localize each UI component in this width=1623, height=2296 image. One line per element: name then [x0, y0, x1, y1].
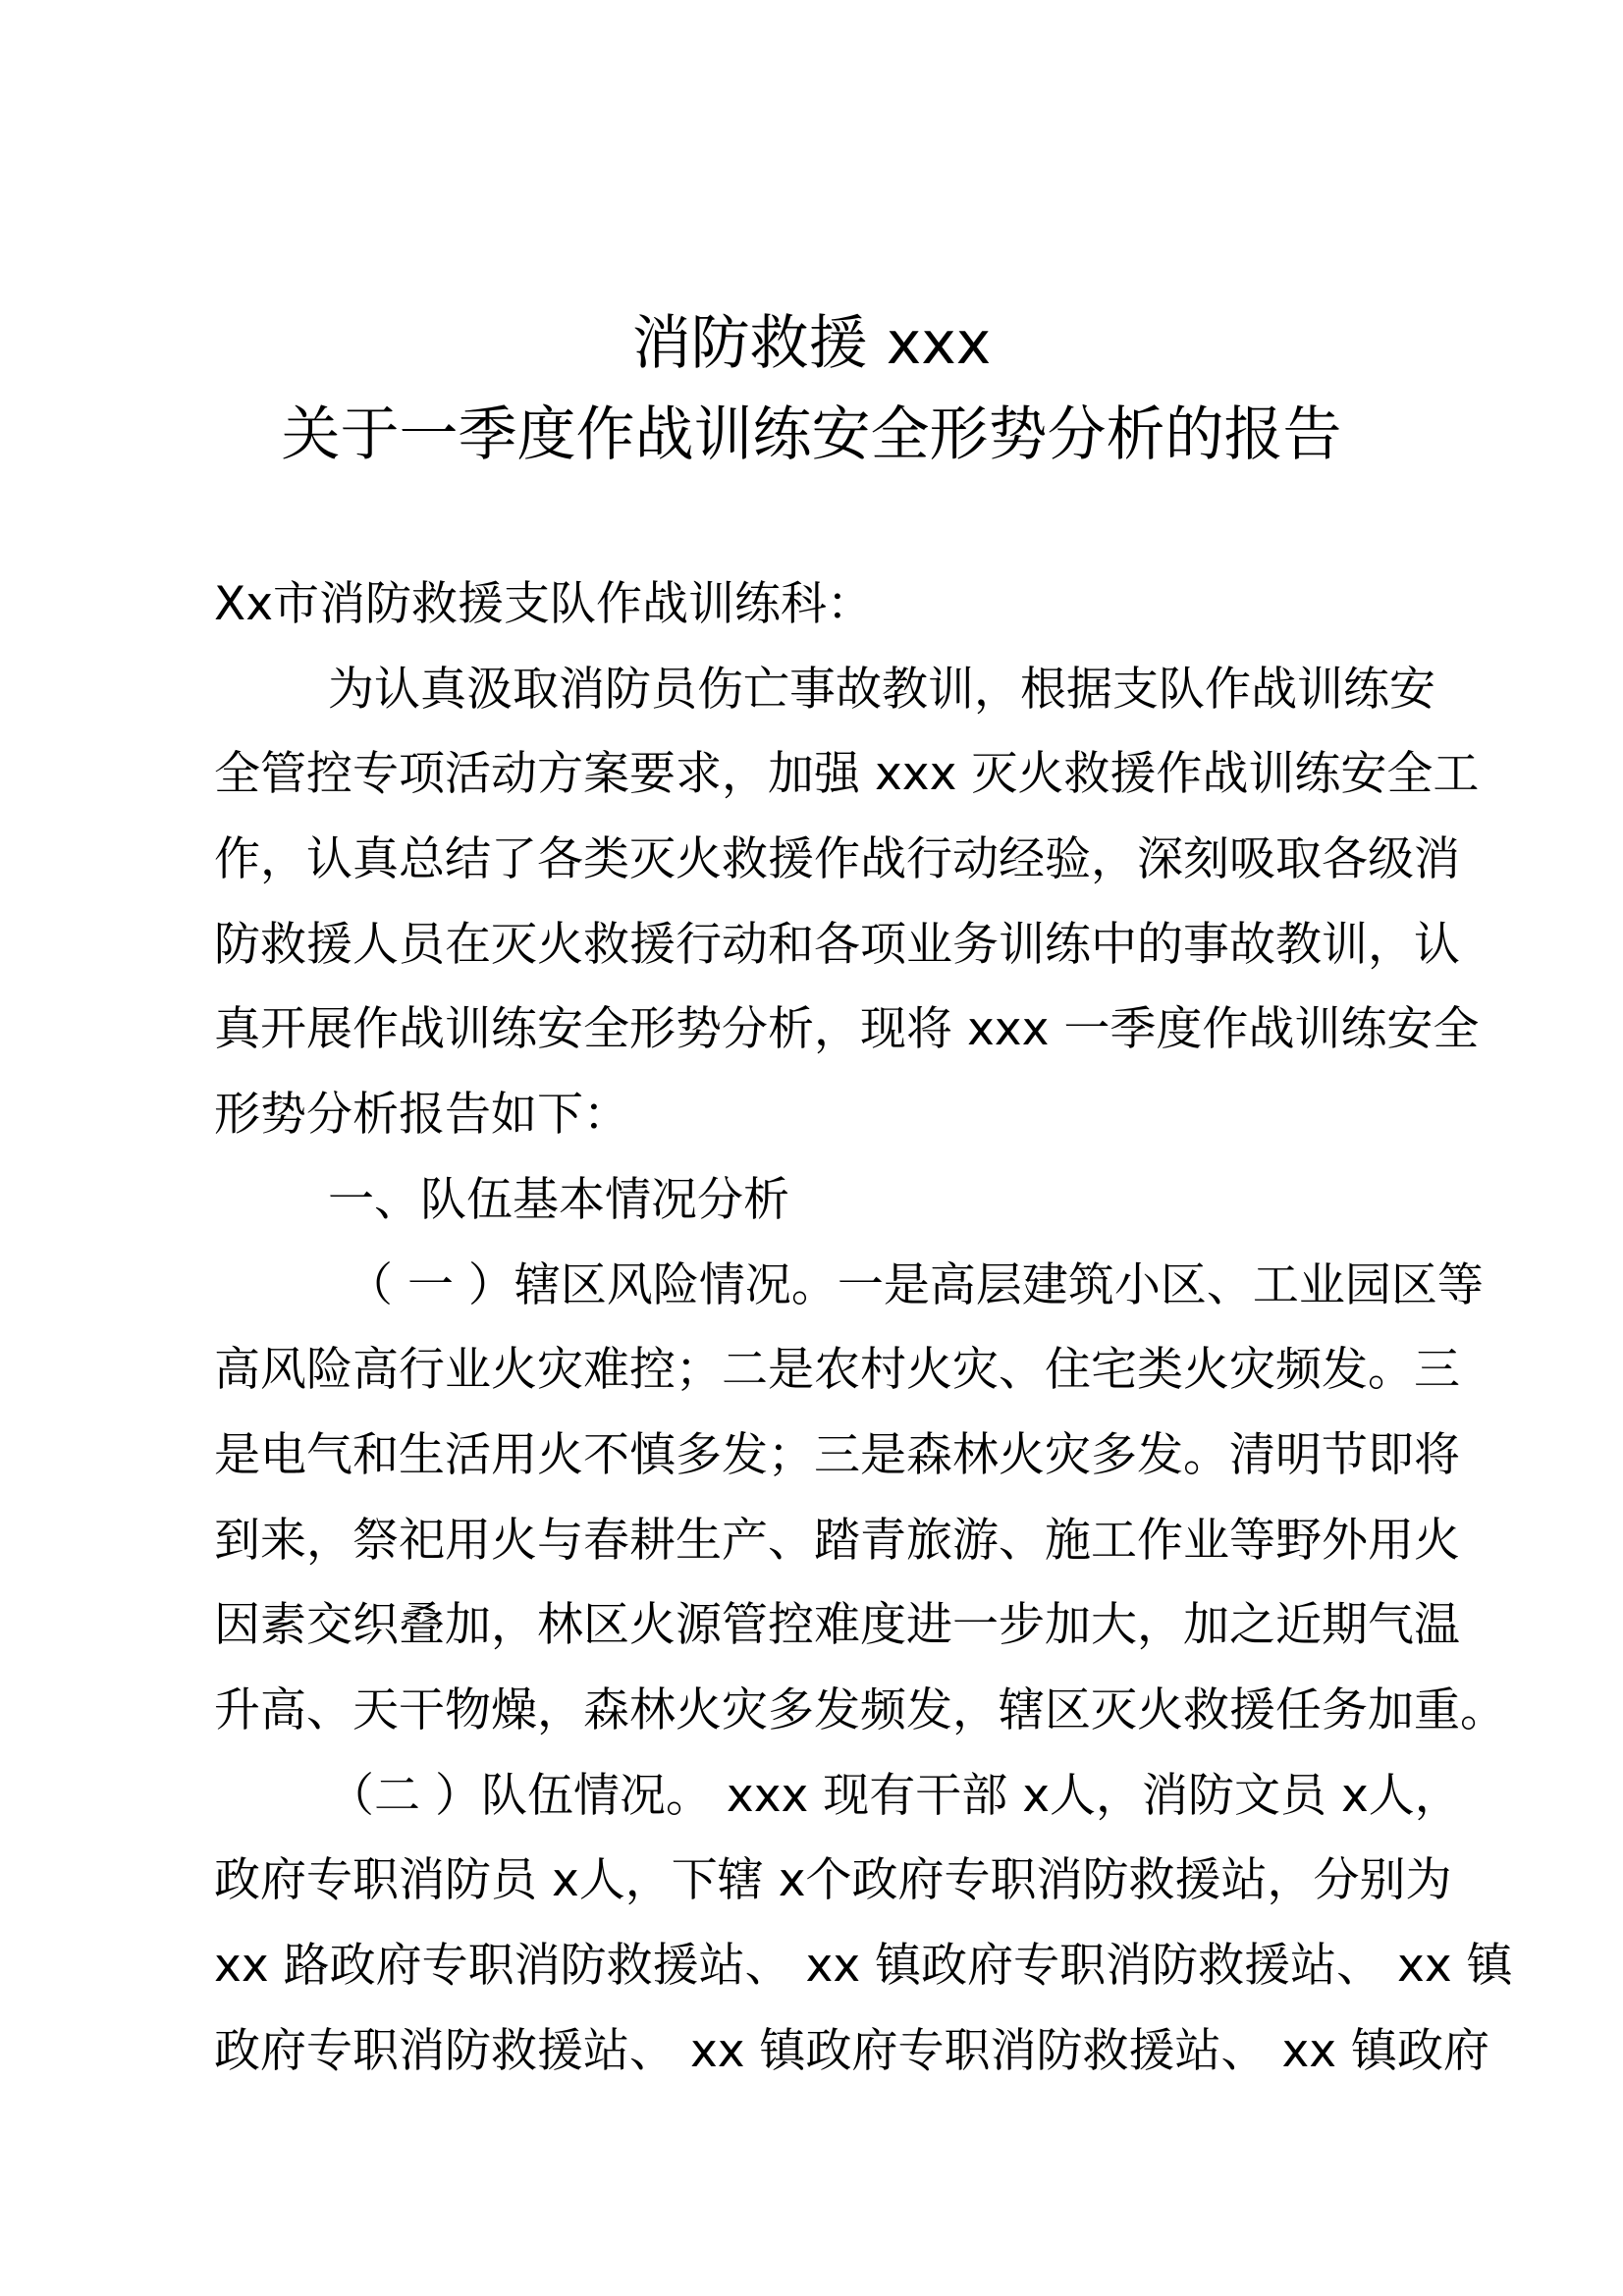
section-heading-1: 一、队伍基本情况分析 — [328, 1172, 789, 1227]
paragraph-1-line: 真开展作战训练安全形势分析，现将 xxx 一季度作战训练安全 — [214, 1002, 1480, 1057]
paragraph-3-line: 政府专职消防救援站、 xx 镇政府专职消防救援站、 xx 镇政府 — [214, 2023, 1490, 2078]
paragraph-1-line: 作，认真总结了各类灭火救援作战行动经验，深刻吸取各级消 — [214, 832, 1460, 887]
paragraph-1-line: 防救援人员在灭火救援行动和各项业务训练中的事故教训，认 — [214, 917, 1460, 972]
paragraph-2-line: 升高、天干物燥，森林火灾多发频发，辖区灭火救援任务加重。 — [214, 1682, 1506, 1737]
paragraph-3-line: 政府专职消防员 x人，下辖 x个政府专职消防救援站，分别为 — [214, 1853, 1452, 1908]
document-title-line-1: 消防救援 xxx — [631, 309, 992, 378]
paragraph-2-line: 高风险高行业火灾难控；二是农村火灾、住宅类火灾频发。三 — [214, 1343, 1460, 1398]
paragraph-3-line: xx 路政府专职消防救援站、 xx 镇政府专职消防救援站、 xx 镇 — [214, 1939, 1513, 1993]
salutation: Xx市消防救援支队作战训练科： — [214, 577, 874, 631]
paragraph-1-line: 形势分析报告如下： — [214, 1088, 629, 1143]
paragraph-2-line: 因素交织叠加，林区火源管控难度进一步加大，加之近期气温 — [214, 1598, 1460, 1653]
document-title-line-2: 关于一季度作战训练安全形势分析的报告 — [281, 400, 1342, 469]
paragraph-2-line: （ 一 ）辖区风险情况。一是高层建筑小区、工业园区等 — [347, 1257, 1484, 1312]
paragraph-3-line: （二 ）队伍情况。 xxx 现有干部 x人，消防文员 x人， — [328, 1768, 1461, 1823]
paragraph-1-line: 全管控专项活动方案要求，加强 xxx 灭火救援作战训练安全工 — [214, 747, 1480, 802]
paragraph-2-line: 到来，祭祀用火与春耕生产、踏青旅游、施工作业等野外用火 — [214, 1513, 1460, 1568]
paragraph-1-line: 为认真汲取消防员伤亡事故教训，根据支队作战训练安 — [328, 662, 1435, 717]
document-body — [214, 562, 1513, 2094]
paragraph-2-line: 是电气和生活用火不慎多发；三是森林火灾多发。清明节即将 — [214, 1427, 1460, 1482]
